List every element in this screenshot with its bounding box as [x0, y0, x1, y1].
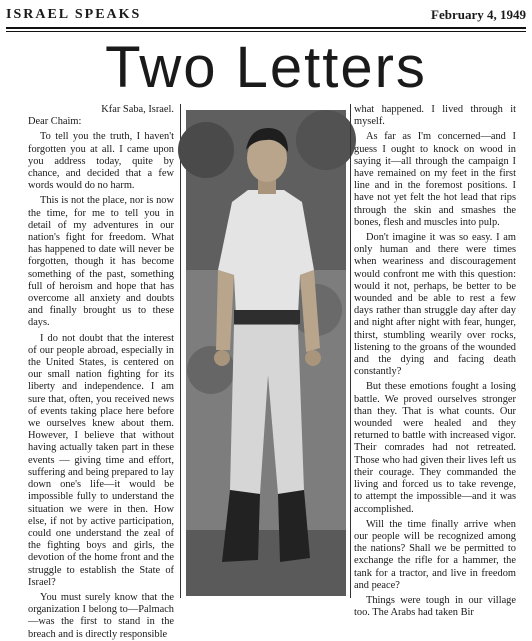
issue-date: February 4, 1949: [431, 7, 526, 22]
masthead-rule-thin: [6, 31, 526, 32]
article-paragraph: You must surely know that the organization I belong to—Palmach—was the first to stand in the breach and is directly responsible: [28, 591, 174, 640]
article-paragraph: I do not doubt that the interest of our people abroad, especially in the United States, is centered on our small nation fighting for its liberty and independence. I am sure that, often, you received news of events taking place here before we ourselves knew about them. However, I believe that without having actually taken part in these events — giving time and effort, suffering and being prepared to lay down one's life—it would be impossible fully to understand the situation we were in then. How else, if not by active participation, could one understand the zeal of the fighting boys and girls, the devotion of the home front and the struggle to establish the State of Israel?: [28, 332, 174, 588]
article-paragraph: Will the time finally arrive when our people will be recognized among the nations? Shall we be permitted to exchange the rifle for a hammer, the tank for a tractor, and live in freedom and peace?: [354, 518, 516, 591]
masthead-rule-thick: [6, 27, 526, 29]
publication-name: ISRAEL SPEAKS: [6, 7, 142, 22]
article-paragraph: But these emotions fought a losing battle. We proved ourselves stronger than they. That is what counts. Our wounded were healed and they returned to battle with increased vigor. Their comrades had not retreated. Those who had given their lives left us their courage. They commanded the living and forced us to take revenge, to attempt the impossible—and it was accomplished.: [354, 381, 516, 515]
article-paragraph: As far as I'm concerned—and I guess I ought to knock on wood in saying it—all through the campaign I have remained on my feet in the first line and in the foremost positions. I have not yet felt the hot lead that rips through the skin and smashes the bones, flesh and muscles into pulp.: [354, 131, 516, 228]
article-paragraph: To tell you the truth, I haven't forgotten you at all. I came upon you address today, quite by chance, and decided that a few words would do no harm.: [28, 131, 174, 192]
article-column-left: [28, 104, 174, 640]
letter-place: Kfar Saba, Israel.: [101, 104, 174, 115]
portrait-photo: [186, 110, 346, 596]
soldier-portrait-image: [186, 110, 346, 596]
headline: Two Letters: [105, 35, 427, 100]
letter-salutation: Dear Chaim:: [28, 116, 82, 128]
article-paragraph: Don't imagine it was so easy. I am only human and there were times when weariness and discouragement would confront me with this question: would it not, perhaps, be better to be wounded and be able to rest a few days rather than struggle day after day and night after night with fear, hunger, thirst, stumbling wearily over rocks, listening to the groans of the wounded and the dying and facing death constantly?: [354, 232, 516, 378]
article-paragraph: This is not the place, nor is now the time, for me to tell you in detail of my adventures in our nation's fight for freedom. What has happened to date will never be forgotten, though it has become something of the past, something full of heroism and hope that has overcome all anxiety and doubts and finally brought us to these days.: [28, 195, 174, 329]
article-column-right: [354, 104, 516, 619]
masthead: [6, 4, 526, 26]
column-divider-left: [180, 104, 181, 598]
article-paragraph: Things were tough in our village too. The Arabs had taken Bir: [354, 594, 516, 619]
column-divider-right: [350, 104, 351, 598]
article-paragraph: what happened. I lived through it myself.: [354, 104, 516, 128]
